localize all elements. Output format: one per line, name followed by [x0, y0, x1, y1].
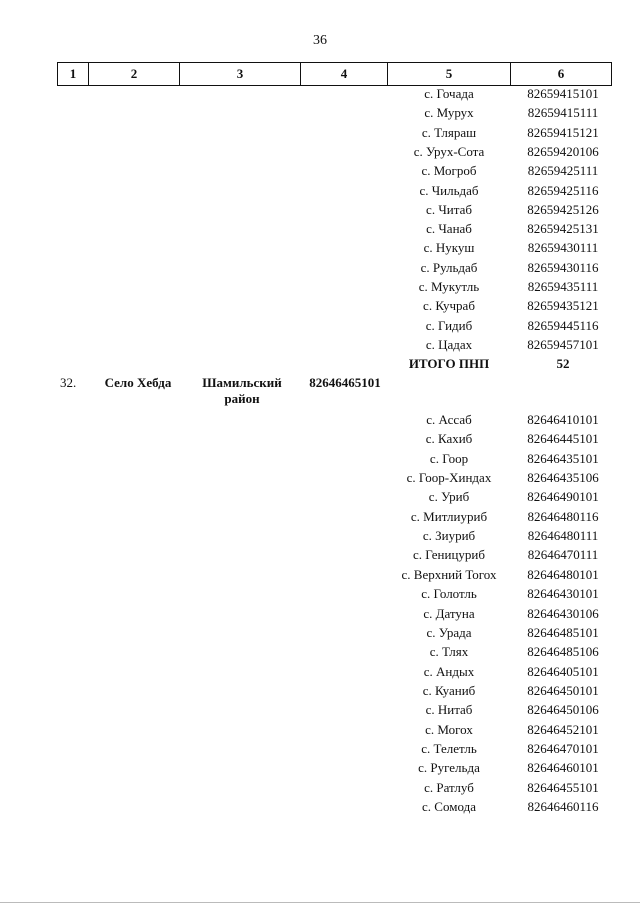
village-code: 82659435121: [527, 298, 599, 314]
village-name: с. Куаниб: [422, 682, 476, 698]
village-code: 82659425116: [527, 182, 599, 198]
village-row: [0, 163, 640, 179]
village-name: с. Телетль: [421, 740, 477, 756]
village-row: [0, 183, 640, 199]
village-row: [0, 144, 640, 160]
village-name: с. Тляраш: [421, 124, 477, 140]
entry-code: 82646465101: [309, 375, 381, 390]
village-row: [0, 86, 640, 102]
village-row: [0, 567, 640, 583]
village-code: 82659457101: [527, 336, 599, 352]
village-name: с. Чанаб: [426, 221, 472, 237]
village-name: с. Верхний Тогох: [401, 566, 497, 582]
village-row: [0, 260, 640, 276]
village-code: 82646435101: [527, 450, 599, 466]
village-row: [0, 509, 640, 525]
village-row: [0, 586, 640, 602]
village-name: с. Голотль: [421, 586, 477, 602]
village-code: 82646410101: [527, 412, 599, 427]
village-row: [0, 780, 640, 796]
village-name: с. Уриб: [428, 489, 470, 505]
village-code: 82646485106: [527, 644, 599, 660]
village-name: с. Нитаб: [425, 702, 473, 718]
header-col-1: 1: [58, 63, 89, 86]
village-row: [0, 240, 640, 256]
page-bottom-rule: [0, 902, 640, 903]
village-code: 82646455101: [527, 779, 599, 795]
village-name: с. Могроб: [421, 163, 477, 179]
village-code: 82646490101: [527, 489, 599, 505]
header-col-6: 6: [511, 63, 612, 86]
village-name: с. Чильдаб: [419, 182, 479, 198]
village-code: 82646460101: [527, 760, 599, 776]
village-code: 82646430101: [527, 586, 599, 602]
village-code: 82646435106: [527, 470, 599, 486]
header-col-3: 3: [180, 63, 301, 86]
header-col-4: 4: [301, 63, 388, 86]
village-code: 82659415121: [527, 124, 599, 140]
village-code: 82659425111: [527, 163, 599, 179]
village-name: с. Гидиб: [425, 317, 473, 333]
total-label: ИТОГО ПНП: [408, 356, 490, 371]
village-name: с. Гоор: [429, 450, 469, 466]
village-row: [0, 644, 640, 660]
village-code: 82646480111: [527, 528, 599, 544]
village-row: [0, 105, 640, 121]
village-code: 82646452101: [527, 721, 599, 737]
village-row: [0, 125, 640, 141]
village-row: [0, 664, 640, 680]
village-name: с. Могох: [425, 721, 473, 737]
village-code: 82659420106: [527, 143, 599, 159]
village-code: 82646470101: [527, 740, 599, 756]
header-col-2: 2: [89, 63, 180, 86]
village-row: [0, 799, 640, 815]
village-name: с. Урух-Сота: [413, 143, 485, 159]
village-row: [0, 625, 640, 641]
total-row: [0, 356, 640, 372]
village-code: 82646430106: [527, 605, 599, 621]
village-name: с. Датуна: [423, 605, 475, 621]
village-name: с. Ассаб: [426, 412, 472, 427]
village-code: 82646485101: [527, 624, 599, 640]
village-row: [0, 528, 640, 544]
village-row: [0, 412, 640, 428]
header-col-5: 5: [388, 63, 511, 86]
village-row: [0, 683, 640, 699]
table-header: [57, 62, 612, 86]
village-name: с. Мурух: [424, 105, 474, 121]
village-name: с. Ратлуб: [424, 779, 474, 795]
village-name: с. Гочада: [424, 86, 474, 101]
village-row: [0, 451, 640, 467]
village-row: [0, 279, 640, 295]
village-row: [0, 470, 640, 486]
village-row: [0, 221, 640, 237]
village-name: с. Кахиб: [425, 431, 473, 447]
village-row: [0, 702, 640, 718]
village-row: [0, 202, 640, 218]
village-name: с. Мукутль: [418, 279, 480, 294]
village-row: [0, 298, 640, 314]
village-code: 82659415101: [527, 86, 599, 101]
village-row: [0, 489, 640, 505]
village-name: с. Геницуриб: [412, 547, 485, 563]
village-code: 82646405101: [527, 663, 599, 679]
village-name: с. Рульдаб: [420, 259, 478, 275]
village-row: [0, 606, 640, 622]
village-row: [0, 547, 640, 563]
village-code: 82659435111: [527, 279, 599, 294]
village-code: 82646480101: [527, 566, 599, 582]
village-name: с. Читаб: [426, 201, 472, 217]
village-code: 82646450101: [527, 682, 599, 698]
village-code: 82659430111: [527, 240, 599, 256]
total-value: 52: [556, 356, 570, 371]
village-code: 82659430116: [527, 259, 599, 275]
village-name: с. Сомода: [422, 799, 476, 814]
village-name: с. Урада: [426, 624, 472, 640]
entry-name: Село Хебда: [104, 375, 172, 390]
village-code: 82659445116: [527, 317, 599, 333]
village-name: с. Тлях: [429, 644, 469, 660]
village-name: с. Митлиуриб: [410, 508, 488, 524]
village-row: [0, 722, 640, 738]
village-row: [0, 760, 640, 776]
village-name: с. Гоор-Хиндах: [406, 470, 492, 486]
village-name: с. Андых: [423, 663, 475, 679]
village-name: с. Ругельда: [418, 760, 480, 776]
village-row: [0, 741, 640, 757]
village-row: [0, 318, 640, 334]
village-name: с. Нукуш: [423, 240, 475, 256]
village-row: [0, 337, 640, 353]
village-code: 82659425131: [527, 221, 599, 237]
village-name: с. Зиуриб: [422, 528, 476, 544]
village-code: 82659425126: [527, 201, 599, 217]
village-code: 82646470111: [527, 547, 599, 563]
village-code: 82646460116: [527, 799, 599, 814]
entry-number: 32.: [60, 375, 77, 390]
village-name: с. Кучраб: [423, 298, 475, 314]
village-row: [0, 431, 640, 447]
village-code: 82646445101: [527, 431, 599, 447]
page-number: 36: [313, 33, 327, 48]
village-code: 82659415111: [527, 105, 599, 121]
village-code: 82646450106: [527, 702, 599, 718]
village-name: с. Цадах: [425, 336, 473, 352]
entry-district: Шамильский район: [202, 375, 282, 406]
village-code: 82646480116: [527, 508, 599, 524]
